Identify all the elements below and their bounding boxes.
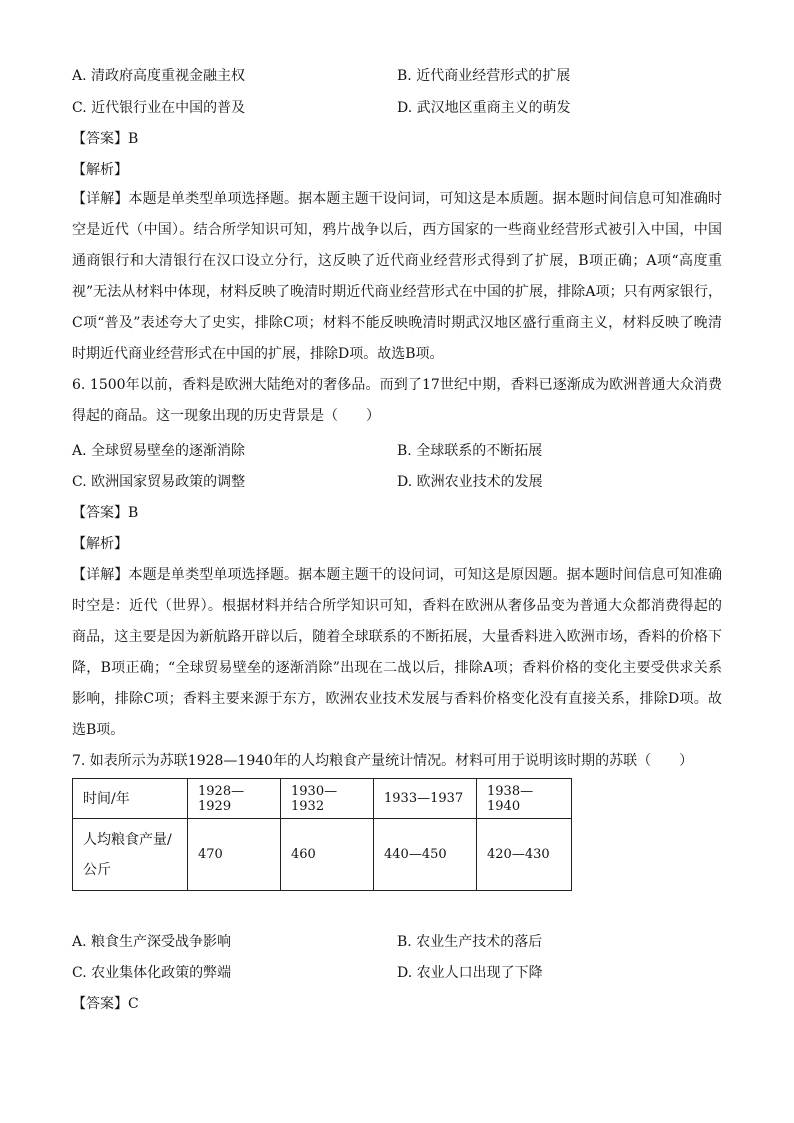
table-cell: 人均粮食产量/公斤 [73,819,188,891]
q6-stem: 6. 1500年以前，香料是欧洲大陆绝对的奢侈品。而到了17世纪中期，香料已逐渐成为欧洲普通大众消费得起的商品。这一现象出现的历史背景是（ ） [72,377,722,424]
table-header-cell: 1933—1937 [374,779,477,819]
q6-analysis-label: 【解析】 [72,536,128,552]
q6-detail: 【详解】本题是单类型单项选择题。据本题主题干的设问词，可知这是原因题。据本题时间信息可知准确时空是：近代（世界）。根据材料并结合所学知识可知，香料在欧洲从奢侈品变为普通大众都消费得起的商品，这主要是因为新航路开辟以后，随着全球联系的不断拓展，大量香料进入欧洲市场，香料的价格下降，B项正确；“全球贸易壁垒的逐渐消除”出现在二战以后，排除A项；香料价格的变化主要受供求关系影响，排除C项；香料主要来源于东方，欧洲农业技术发展与香料价格变化没有直接关系，排除D项。故选B项。 [72,567,722,738]
table-row [73,819,572,891]
q5-answer: 【答案】B [72,131,139,147]
q7-option-a: A. 粮食生产深受战争影响 [72,934,232,950]
q5-analysis-label: 【解析】 [72,162,128,178]
table-header-row [73,779,572,819]
q6-option-b: B. 全球联系的不断拓展 [397,443,543,459]
table-header-cell: 1930—1932 [281,779,374,819]
table-header-cell: 1928—1929 [188,779,281,819]
q5-option-c: C. 近代银行业在中国的普及 [72,100,246,116]
q6-option-c: C. 欧洲国家贸易政策的调整 [72,474,246,490]
q7-option-b: B. 农业生产技术的落后 [397,934,543,950]
q5-detail: 【详解】本题是单类型单项选择题。据本题主题干设问词，可知这是本质题。据本题时间信息可知准确时空是近代（中国）。结合所学知识可知，鸦片战争以后，西方国家的一些商业经营形式被引入中国，中国通商银行和大清银行在汉口设立分行，这反映了近代商业经营形式得到了扩展，B项正确；A项“高度重视”无法从材料中体现，材料反映了晚清时期近代商业经营形式在中国的扩展，排除A项；只有两家银行，C项“普及”表述夸大了史实，排除C项；材料不能反映晚清时期武汉地区盛行重商主义，材料反映了晚清时期近代商业经营形式在中国的扩展，排除D项。故选B项。 [72,191,722,362]
q6-answer: 【答案】B [72,505,139,521]
q7-option-c: C. 农业集体化政策的弊端 [72,965,232,981]
q7-option-d: D. 农业人口出现了下降 [397,965,543,981]
table-header-cell: 时间/年 [73,779,188,819]
table-cell: 440—450 [374,819,477,891]
table-header-cell: 1938—1940 [477,779,572,819]
q5-option-b: B. 近代商业经营形式的扩展 [397,68,571,84]
table-cell: 460 [281,819,374,891]
q7-stem: 7. 如表所示为苏联1928—1940年的人均粮食产量统计情况。材料可用于说明该时期的苏联（ ） [72,753,694,769]
q5-option-a: A. 清政府高度重视金融主权 [72,68,246,84]
table-cell: 420—430 [477,819,572,891]
q5-option-d: D. 武汉地区重商主义的萌发 [397,100,571,116]
grain-output-table [72,778,572,891]
q6-option-a: A. 全球贸易壁垒的逐渐消除 [72,443,246,459]
q7-answer: 【答案】C [72,996,139,1012]
table-cell: 470 [188,819,281,891]
q6-option-d: D. 欧洲农业技术的发展 [397,474,543,490]
